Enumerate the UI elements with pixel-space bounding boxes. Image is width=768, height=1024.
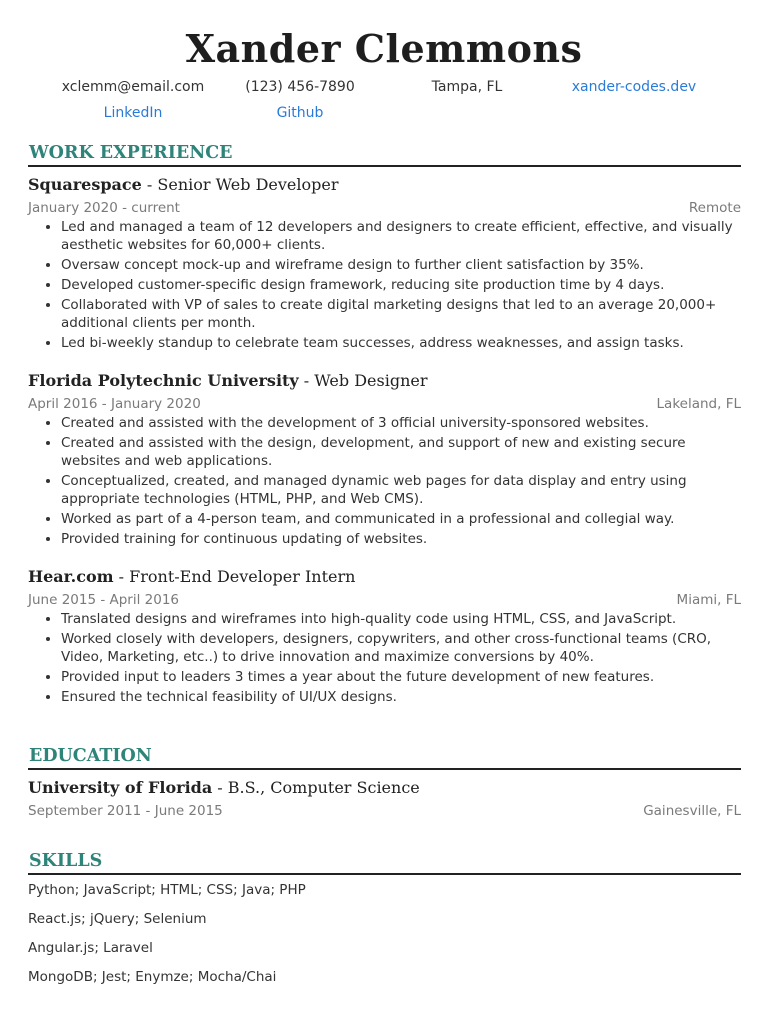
bullet-item: • Created and assisted with the design, development, and support of new and existing secure websites and web applications. (61, 434, 741, 470)
job-bullets (28, 414, 741, 548)
company-name: Squarespace (28, 175, 142, 194)
bullet-item: • Oversaw concept mock-up and wireframe design to further client satisfaction by 35%. (61, 256, 741, 274)
education-heading: EDUCATION (28, 745, 741, 770)
job-dates: January 2020 - current (28, 200, 180, 216)
job-entry (28, 566, 741, 706)
education-title-line (28, 777, 741, 799)
company-name: Hear.com (28, 567, 114, 586)
job-bullets (28, 218, 741, 352)
skill-line: Angular.js; Laravel (28, 940, 153, 956)
linkedin-link[interactable]: LinkedIn (103, 105, 163, 121)
job-role: - Senior Web Developer (141, 175, 339, 194)
education-section (28, 745, 741, 821)
skills-section (28, 850, 741, 993)
bullet-item: • Translated designs and wireframes into high-quality code using HTML, CSS, and JavaScript. (61, 610, 741, 628)
job-dates: April 2016 - January 2020 (28, 396, 201, 412)
work-experience-heading: WORK EXPERIENCE (28, 142, 741, 167)
education-entry (28, 777, 741, 821)
bullet-item: • Conceptualized, created, and managed dynamic web pages for data display and entry using appropriate technologies (HTML, PHP, and Web CMS). (61, 472, 741, 508)
bullet-item: • Led and managed a team of 12 developers and designers to create efficient, effective, and visually aesthetic websites for 60,000+ clients. (61, 218, 741, 254)
website-link[interactable]: xander-codes.dev (571, 79, 697, 95)
company-name: Florida Polytechnic University (28, 371, 299, 390)
work-experience-section (28, 142, 741, 708)
bullet-item: • Developed customer-specific design framework, reducing site production time by 4 days. (61, 276, 741, 294)
bullet-item: • Worked as part of a 4-person team, and communicated in a professional and collegial way. (61, 510, 741, 528)
skills-heading: SKILLS (28, 850, 741, 875)
bullet-item: • Provided input to leaders 3 times a year about the future development of new features. (61, 668, 741, 686)
candidate-name: Xander Clemmons (185, 26, 583, 71)
job-dates: June 2015 - April 2016 (28, 592, 180, 608)
bullet-item: • Provided training for continuous updating of websites. (61, 530, 741, 548)
job-title-line (28, 174, 741, 196)
education-location: Gainesville, FL (643, 803, 741, 819)
location-text: Tampa, FL (431, 79, 503, 95)
phone-text: (123) 456-7890 (245, 79, 355, 95)
bullet-item: • Created and assisted with the development of 3 official university-sponsored websites. (61, 414, 741, 432)
job-role: - Web Designer (298, 371, 428, 390)
skill-line: MongoDB; Jest; Enymze; Mocha/Chai (28, 969, 277, 985)
degree-text: - B.S., Computer Science (212, 778, 420, 797)
job-location: Lakeland, FL (656, 396, 741, 412)
social-links-row (0, 105, 768, 125)
job-location: Remote (688, 200, 741, 216)
bullet-item: • Collaborated with VP of sales to create digital marketing designs that led to an average 20,000+ additional clients per month. (61, 296, 741, 332)
job-meta (28, 590, 741, 610)
skill-line: Python; JavaScript; HTML; CSS; Java; PHP (28, 882, 306, 898)
education-dates: September 2011 - June 2015 (28, 803, 223, 819)
contact-row (0, 79, 768, 99)
email-text: xclemm@email.com (61, 79, 205, 95)
job-title-line (28, 566, 741, 588)
job-meta (28, 394, 741, 414)
job-bullets (28, 610, 741, 706)
job-meta (28, 198, 741, 218)
job-location: Miami, FL (676, 592, 741, 608)
bullet-item: • Worked closely with developers, designers, copywriters, and other cross-functional teams (CRO, Video, Marketing, etc..) to drive innovation and maximize conversions by 40%. (61, 630, 741, 666)
bullet-item: • Ensured the technical feasibility of UI/UX designs. (61, 688, 741, 706)
school-name: University of Florida (28, 778, 213, 797)
github-link[interactable]: Github (276, 105, 324, 121)
skills-list (28, 877, 741, 993)
education-meta (28, 801, 741, 821)
skill-line: React.js; jQuery; Selenium (28, 911, 207, 927)
job-entry (28, 370, 741, 548)
bullet-item: • Led bi-weekly standup to celebrate team successes, address weaknesses, and assign tasks. (61, 334, 741, 352)
job-role: - Front-End Developer Intern (113, 567, 356, 586)
job-entry (28, 174, 741, 352)
job-title-line (28, 370, 741, 392)
